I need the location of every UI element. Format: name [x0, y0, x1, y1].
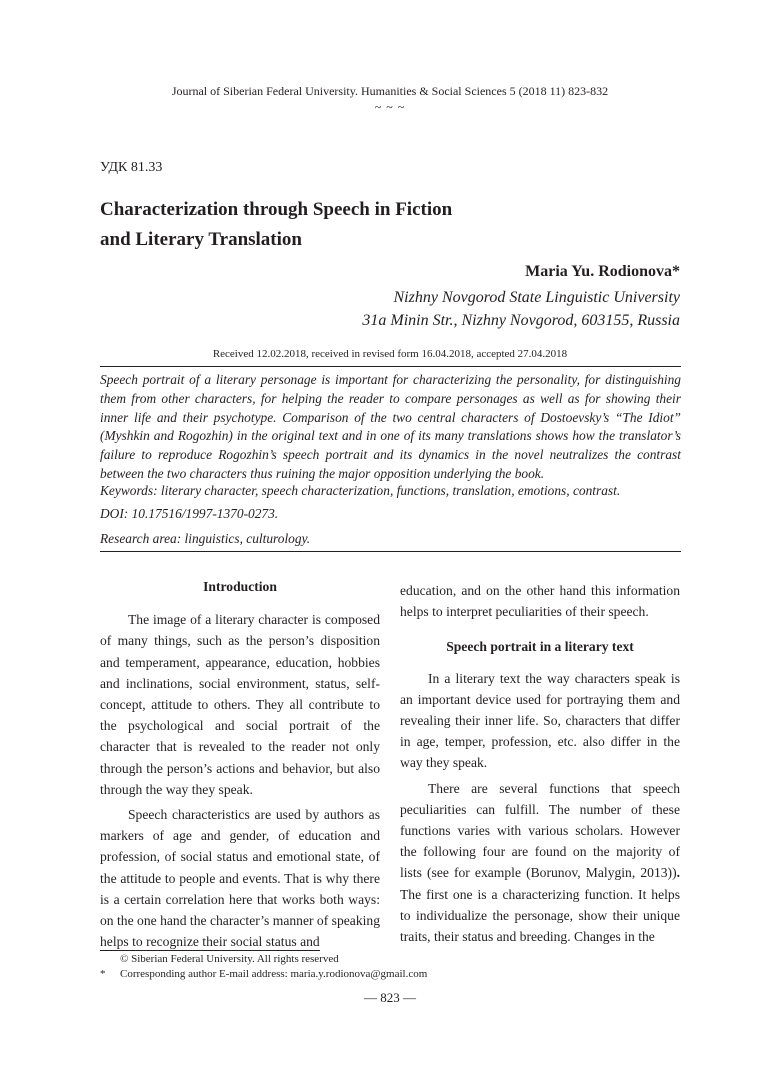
section-heading-speech-portrait: Speech portrait in a literary text	[446, 639, 634, 655]
bold-period: .	[676, 865, 680, 881]
abstract: Speech portrait of a literary personage is important for characterizing the personality, for distinguishing them from other characters, for helping the reader to compare personages as well as for showing their inner life and their psychotype. Comparison of the two central characters of Dostoevsky’s “The Idiot” (Myshkin and Rogozhin) in the original text and in one of its many translations shows how the translator’s failure to reproduce Rogozhin’s speech portrait and its dynamics in the novel neutralizes the contrast between the two characters thus ruining the major opposition underlying the book.	[100, 372, 681, 481]
paragraph: The image of a literary character is composed of many things, such as the person’s disposition and temperament, appearance, education, hobbies and inclinations, social environment, status, self-concept, attitude to others. They all contribute to the psychological and social portrait of the character that is revealed to the reader not only through the person’s actions and behavior, but also through the way they speak.	[100, 612, 380, 797]
footnote-marker: *	[100, 968, 106, 980]
paragraph: In a literary text the way characters speak is an important device used for portraying them and revealing their inner life. So, characters that differ in age, temper, profession, etc. also differ in the way they speak.	[400, 670, 680, 771]
paragraph	[400, 778, 680, 948]
paragraph: Speech characteristics are used by authors as markers of age and gender, of education and profession, of social status and emotional state, of the attitude to people and events. That is why there is a certain correlation here that works both ways: on the one hand the character’s manner of speaking helps to recognize their social status and	[100, 807, 380, 950]
left-column	[100, 576, 380, 952]
abstract-bottom-rule	[100, 551, 681, 552]
paragraph: education, and on the other hand this information helps to interpret peculiarities of their speech.	[400, 583, 680, 620]
footnote-email: Corresponding author E-mail address: maria.y.rodionova@gmail.com	[120, 968, 428, 980]
paragraph-text: There are several functions that speech peculiarities can fulfill. The number of these functions varies with various scholars. However the following four are found on the majority of lists (see for example (Borunov, Malygin, 2013))	[400, 780, 680, 881]
abstract-top-rule	[100, 366, 681, 367]
author-name: Maria Yu. Rodionova*	[525, 263, 680, 280]
affiliation	[362, 286, 680, 332]
keywords: Keywords: literary character, speech characterization, functions, translation, emotions, contrast.	[100, 483, 621, 498]
udk-code: УДК 81.33	[100, 160, 163, 175]
section-heading-introduction: Introduction	[203, 579, 277, 594]
received-dates: Received 12.02.2018, received in revised form 16.04.2018, accepted 27.04.2018	[212, 348, 568, 360]
paragraph-text: The first one is a characterizing function. It helps to individualize the personage, show their unique traits, their status and breeding. Changes in the	[400, 886, 680, 945]
research-area: Research area: linguistics, culturology.	[100, 531, 311, 546]
doi: DOI: 10.17516/1997-1370-0273.	[100, 506, 279, 521]
footnote-copyright: © Siberian Federal University. All rights reserved	[120, 953, 339, 965]
header-ornament: ~ ~ ~	[374, 100, 406, 114]
page-number: — 823 —	[364, 990, 416, 1005]
right-column	[400, 580, 680, 947]
journal-header: Journal of Siberian Federal University. Humanities & Social Sciences 5 (2018 11) 823-832	[171, 84, 609, 98]
affiliation-line-1: Nizhny Novgorod State Linguistic University	[393, 289, 680, 306]
article-title	[100, 195, 660, 255]
title-line-1: Characterization through Speech in Fiction	[100, 199, 453, 220]
affiliation-line-2: 31a Minin Str., Nizhny Novgorod, 603155, Russia	[362, 312, 680, 329]
title-line-2: and Literary Translation	[100, 229, 302, 250]
footnote-rule	[100, 950, 320, 951]
